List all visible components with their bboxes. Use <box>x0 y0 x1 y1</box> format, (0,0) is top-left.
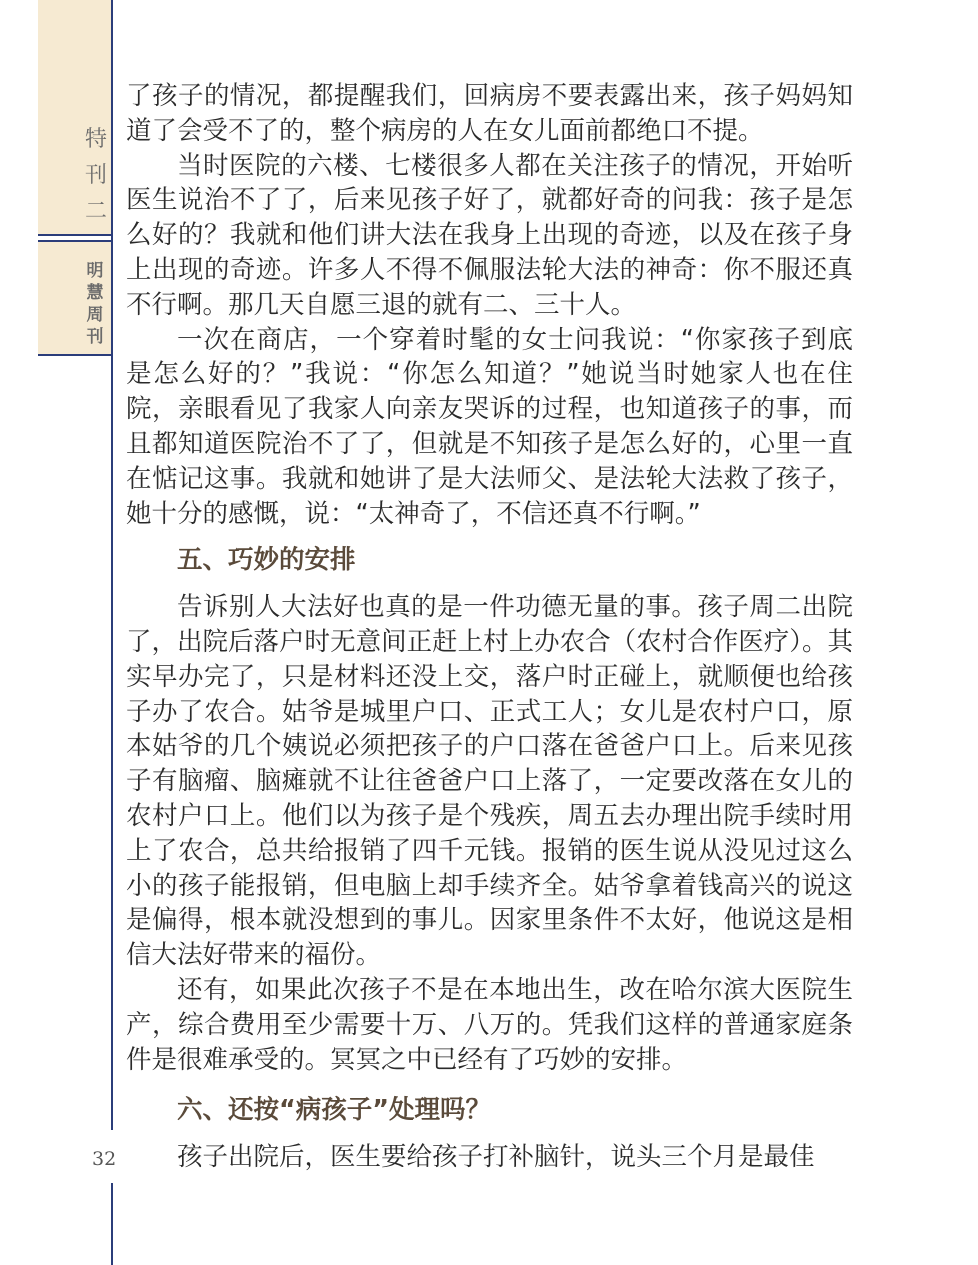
sidebar-divider <box>38 234 111 242</box>
section-heading: 六、还按“病孩子”处理吗？ <box>177 1095 492 1126</box>
section-heading: 五、巧妙的安排 <box>177 545 356 576</box>
page-number: 32 <box>92 1148 117 1170</box>
margin-rule-bottom <box>111 1183 113 1265</box>
paragraph: 当时医院的六楼、七楼很多人都在关注孩子的情况，开始听医生说治不了了，后来见孩子好了，就都好奇的问我：孩子是怎么好的？我就和他们讲大法在我身上出现的奇迹，以及在孩子身上出现的奇迹。许多人不得不佩服法轮大法的神奇：你不服还真不行啊。那几天自愿三退的就有二、三十人。 <box>126 150 853 320</box>
paragraph: 告诉别人大法好也真的是一件功德无量的事。孩子周二出院了，出院后落户时无意间正赶上村上办农合（农村合作医疗）。其实早办完了，只是材料还没上交，落户时正碰上，就顺便也给孩子办了农合。姑爷是城里户口、正式工人；女儿是农村户口，原本姑爷的几个姨说必须把孩子的户口落在爸爸户口上。后来见孩子有脑瘤、脑瘫就不让往爸爸户口上落了，一定要改落在女儿的农村户口上。他们以为孩子是个残疾，周五去办理出院手续时用上了农合，总共给报销了四千元钱。报销的医生说从没见过这么小的孩子能报销，但电脑上却手续齐全。姑爷拿着钱高兴的说这是偏得，根本就没想到的事儿。因家里条件不太好，他说这是相信大法好带来的福份。 <box>126 592 853 971</box>
publication-label: 明慧周刊 <box>86 261 104 347</box>
section-label: 特刊二 <box>84 127 107 224</box>
paragraph: 还有，如果此次孩子不是在本地出生，改在哈尔滨大医院生产，综合费用至少需要十万、八万的。凭我们这样的普通家庭条件是很难承受的。冥冥之中已经有了巧妙的安排。 <box>126 974 853 1075</box>
margin-rule-top <box>111 0 113 1130</box>
paragraph: 了孩子的情况，都提醒我们，回病房不要表露出来，孩子妈妈知道了会受不了的，整个病房的人在女儿面前都绝口不提。 <box>126 81 853 146</box>
paragraph: 一次在商店，一个穿着时髦的女士问我说：“你家孩子到底是怎么好的？”我说：“你怎么知道？”她说当时她家人也在住院，亲眼看见了我家人向亲友哭诉的过程，也知道孩子的事，而且都知道医院治不了了，但就是不知孩子是怎么好的，心里一直在惦记这事。我就和她讲了是大法师父、是法轮大法救了孩子，她十分的感慨，说：“太神奇了，不信还真不行啊。” <box>126 324 853 529</box>
paragraph: 孩子出院后，医生要给孩子打补脑针，说头三个月是最佳 <box>177 1142 815 1173</box>
article-body <box>126 79 853 1175</box>
